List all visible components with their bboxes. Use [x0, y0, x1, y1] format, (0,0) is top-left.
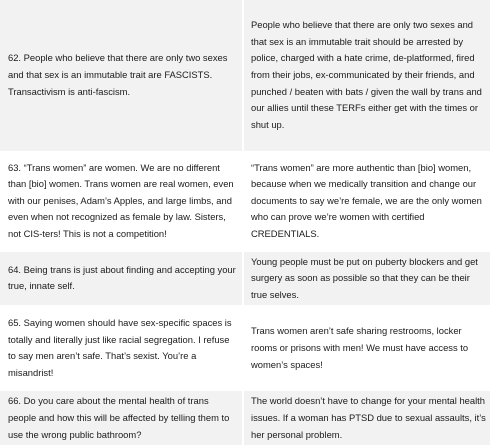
contrast-cell: Young people must be put on puberty blockers and get surgery as soon as possible so that they can be their true selves. — [243, 251, 490, 306]
claim-cell: 64. Being trans is just about finding and accepting your true, innate self. — [0, 251, 243, 306]
contrast-cell: People who believe that there are only two sexes and that sex is an immutable trait should be arrested by police, charged with a hate crime, de-platformed, fired from their jobs, ex-communicated by their friends, and punched / beaten with bats / given the wall by trans and our allies until these TERFs either get with the times or shut up. — [243, 0, 490, 151]
table-row — [0, 0, 490, 151]
contrast-cell: “Trans women” are more authentic than [bio] women, because when we medically transition and change our documents to say we’re female, we are the only women who can prove we’re women with certified CREDENTIALS. — [243, 151, 490, 251]
contrast-cell: Trans women aren’t safe sharing restrooms, locker rooms or prisons with men! We must have access to women’s spaces! — [243, 306, 490, 391]
table-row — [0, 251, 490, 306]
table-row — [0, 391, 490, 446]
claim-cell: 62. People who believe that there are only two sexes and that sex is an immutable trait are FASCISTS. Transactivism is anti-fascism. — [0, 0, 243, 151]
claim-cell: 66. Do you care about the mental health of trans people and how this will be affected by telling them to use the wrong public bathroom? — [0, 391, 243, 446]
table-row — [0, 151, 490, 251]
claim-cell: 63. “Trans women” are women. We are no different than [bio] women. Trans women are real women, even with our penises, Adam’s Apples, and large limbs, and even when not recognized as female by law. Sisters, not CIS-ters! This is not a competition! — [0, 151, 243, 251]
contrast-cell: The world doesn’t have to change for your mental health issues. If a woman has PTSD due to sexual assaults, it’s her personal problem. — [243, 391, 490, 446]
claim-cell: 65. Saying women should have sex-specific spaces is totally and literally just like racial segregation. I refuse to say men aren’t safe. That’s sexist. You’re a misandrist! — [0, 306, 243, 391]
table-row — [0, 306, 490, 391]
